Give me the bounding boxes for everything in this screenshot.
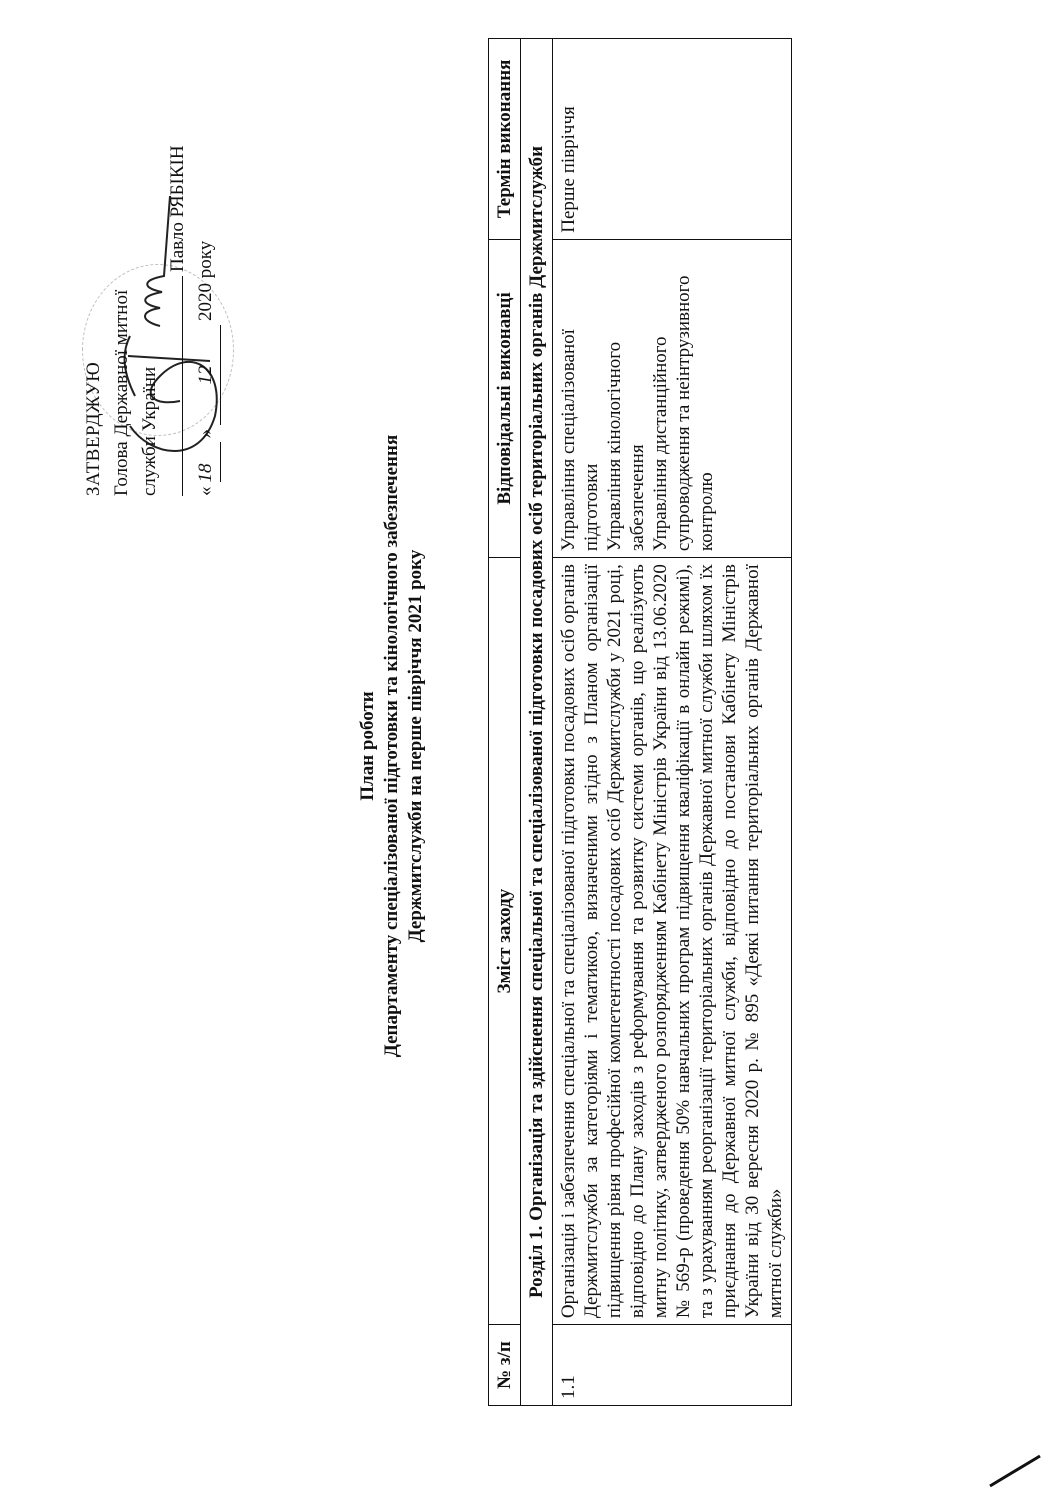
date-day: 18 (192, 443, 221, 483)
header-term: Термін виконання (489, 39, 521, 240)
work-plan-table (488, 38, 792, 1406)
title-line-3: Держмитслужби на перше півріччя 2021 року (405, 549, 426, 943)
date-open-quote: « (195, 486, 216, 496)
header-number: № з/п (489, 1325, 521, 1406)
row-term: Перше півріччя (553, 39, 792, 240)
date-month: 12 (192, 325, 221, 425)
document-title (356, 246, 428, 1246)
executor-item: Управління дистанційного супроводження та неінтрузивного контролю (650, 275, 717, 552)
title-line-2: Департаменту спеціалізованої підготовки та кінологічного забезпечення (381, 434, 402, 1058)
section-title: Розділ 1. Організація та здійснення спеціальної та спеціалізованої підготовки посадових осіб територіальних органів Держмитслужби (521, 39, 553, 1406)
row-content: Організація і забезпечення спеціальної та спеціалізованої підготовки посадових осіб органів Держмитслужби за категоріями і тематикою, визначеними згідно з Планом організації підвищення рівня професійної компетентності посадових осіб Держмитслужби у 2021 році, відповідно до Плану заходів з реформування та розвитку системи органів, що реалізують митну політику, затвердженого розпорядженням Кабінету Міністрів України від 13.06.2020 № 569-р (проведення 50% навчальних програм підвищення кваліфікації в онлайн режимі), та з урахуванням реорганізації територіальних органів Державної митної служби шляхом їх приєднання до Державної митної служби, відповідно до постанови Кабінету Міністрів України від 30 вересня 2020 р. № 895 «Деякі питання територіальних органів Державної митної служби» (553, 558, 792, 1325)
date-close-quote: » (195, 429, 216, 439)
table-row (553, 39, 792, 1406)
approval-date (192, 26, 221, 496)
header-executors: Відповідальні виконавці (489, 239, 521, 557)
signatory-name: Павло РЯБІКІН (167, 145, 188, 272)
scan-mark (980, 1376, 1050, 1496)
approver-position-line-1: Голова Державної митної (111, 289, 132, 496)
table-header-row (489, 39, 521, 1406)
executor-item: Управління спеціалізованої підготовки (558, 329, 602, 552)
row-number: 1.1 (553, 1325, 792, 1406)
approver-position-line-2: служби України (139, 366, 160, 496)
section-row (521, 39, 553, 1406)
title-line-1: План роботи (357, 691, 378, 801)
approval-heading: ЗАТВЕРДЖУЮ (83, 361, 104, 496)
date-year: 2020 року (195, 240, 216, 321)
row-executors (553, 239, 792, 557)
header-content: Зміст заходу (489, 558, 521, 1325)
signature-line (164, 26, 192, 496)
approval-block (80, 26, 221, 496)
executor-item: Управління кінологічного забезпечення (604, 341, 648, 552)
